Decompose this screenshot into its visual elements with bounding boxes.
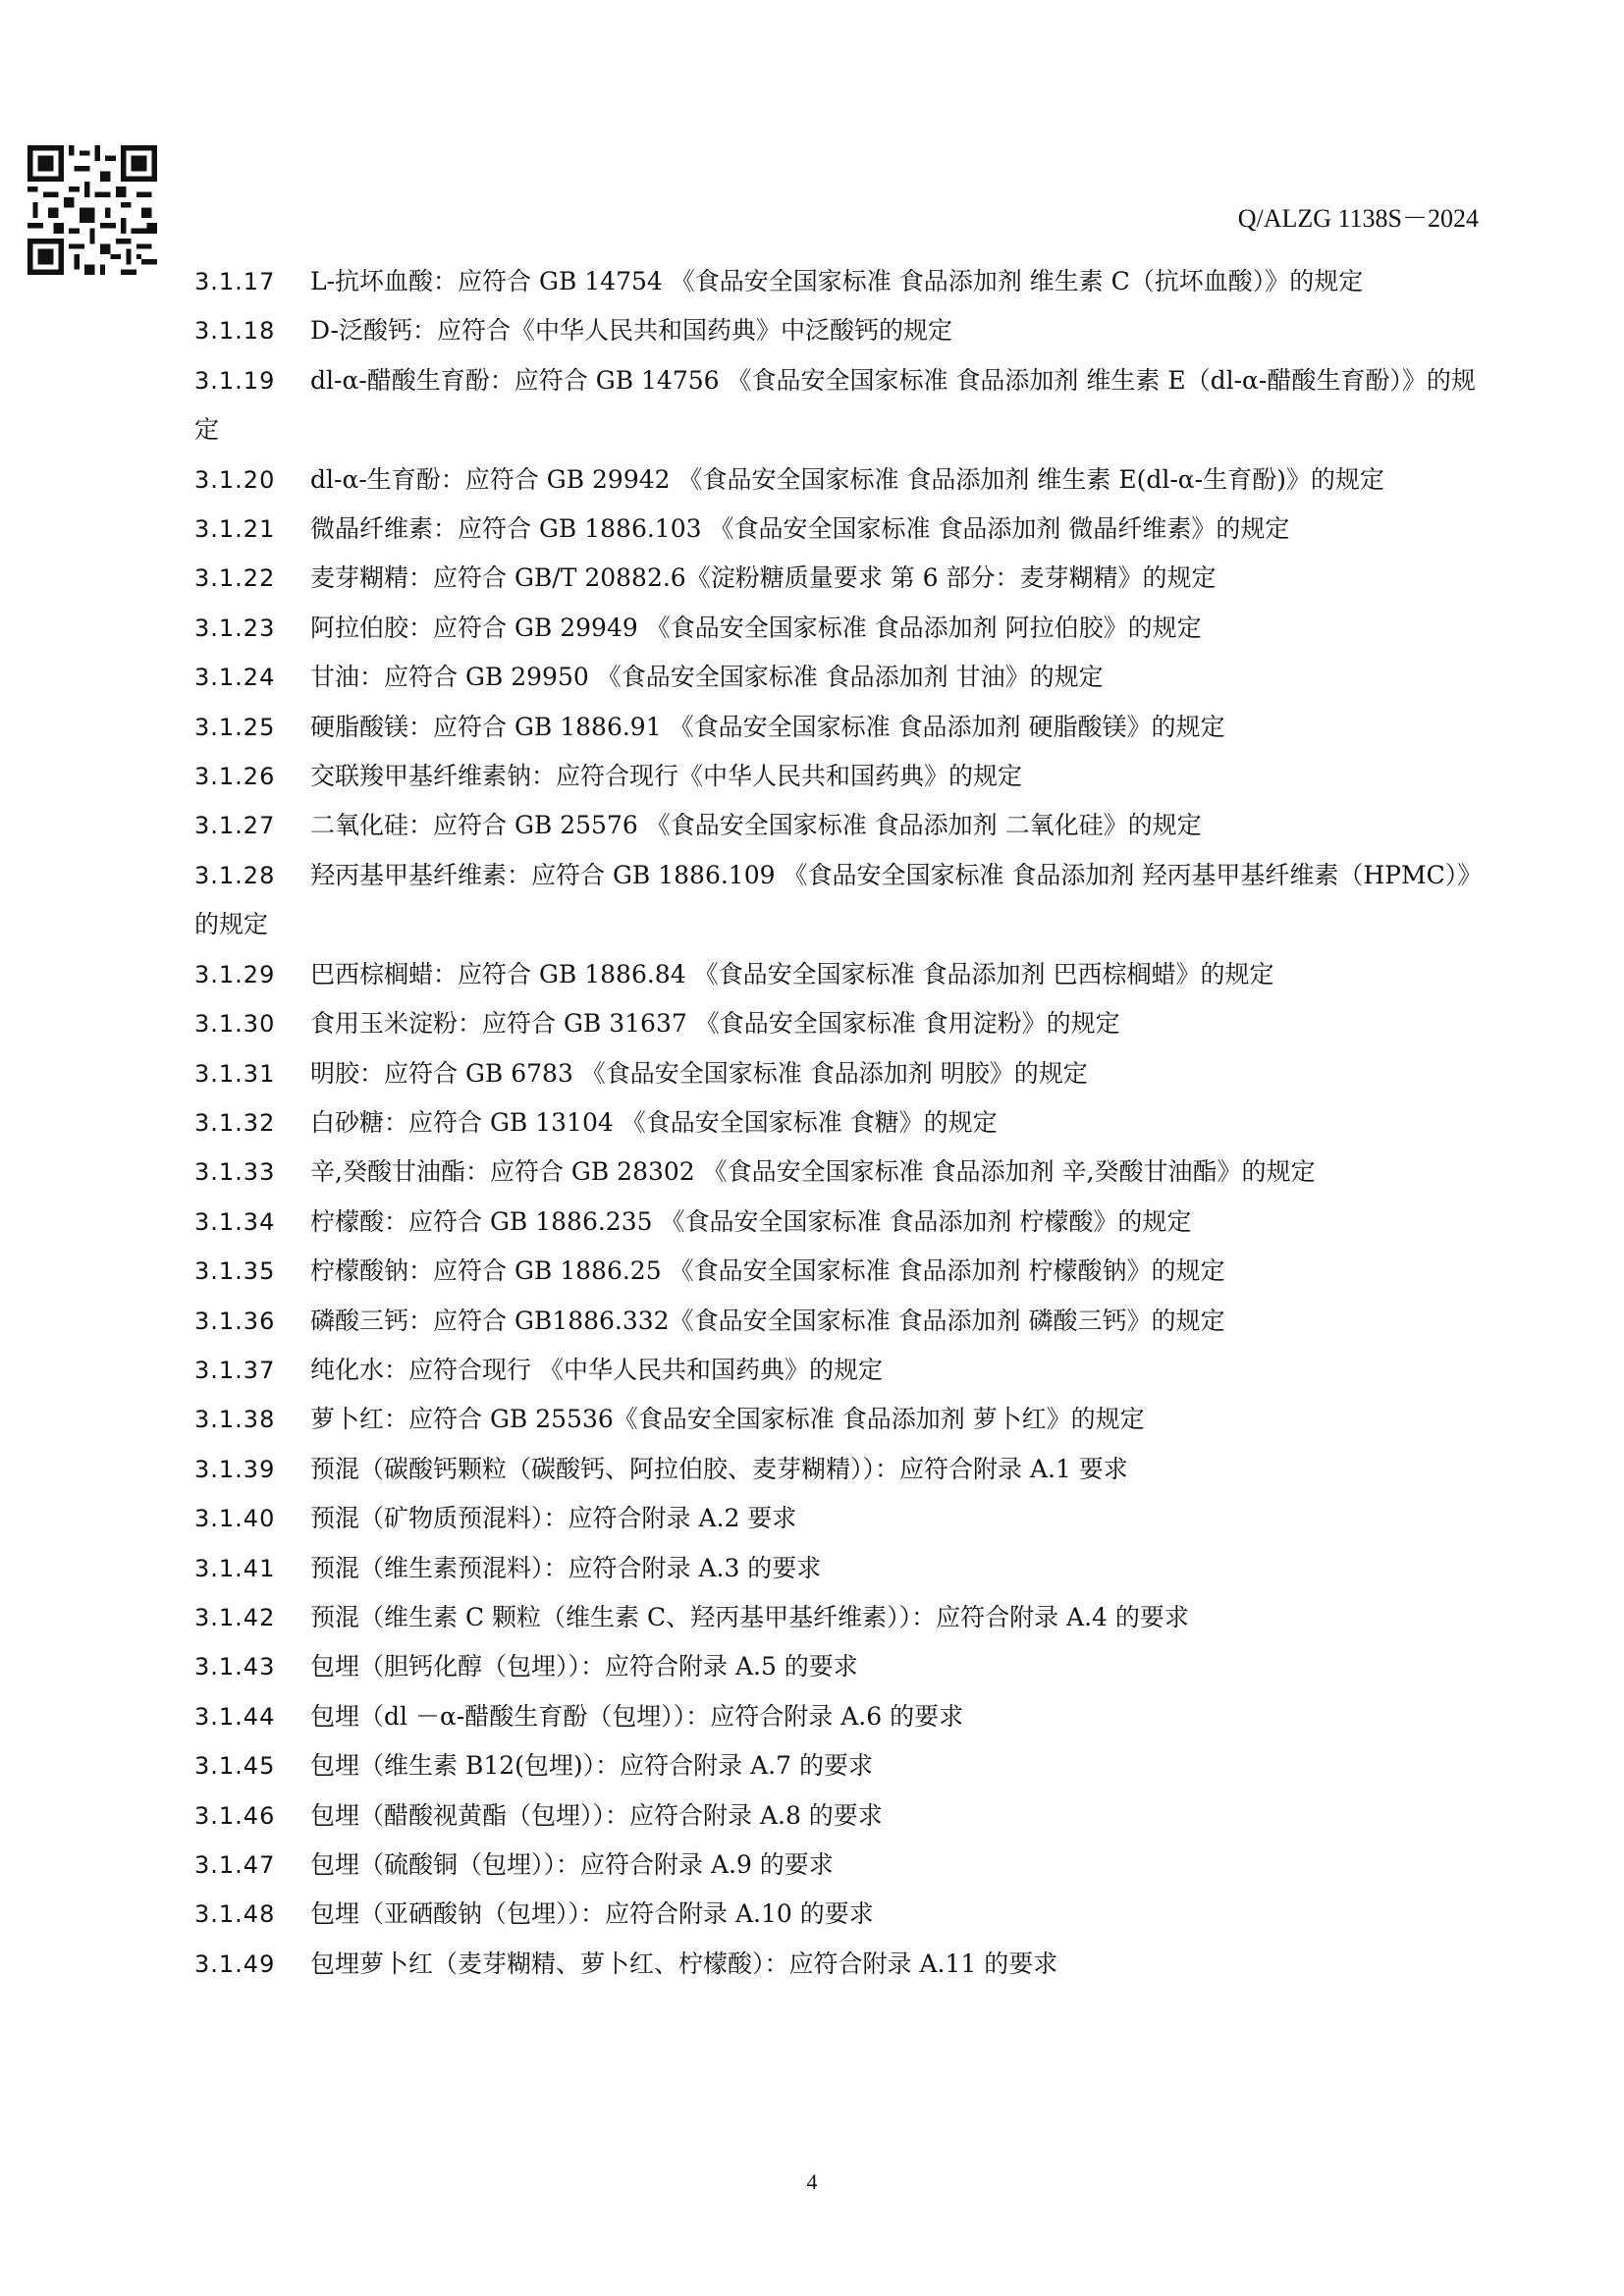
clause-text: 食用玉米淀粉：应符合 GB 31637 《食品安全国家标准 食用淀粉》的规定 bbox=[310, 1009, 1120, 1039]
list-item bbox=[194, 752, 1481, 801]
clause-number: 3.1.48 bbox=[194, 1900, 276, 1929]
clause-number: 3.1.28 bbox=[194, 861, 276, 889]
clause-number: 3.1.19 bbox=[194, 366, 276, 395]
clause-text: 阿拉伯胶：应符合 GB 29949 《食品安全国家标准 食品添加剂 阿拉伯胶》的规定 bbox=[310, 613, 1202, 642]
clause-text: 包埋萝卜红（麦芽糊精、萝卜红、柠檬酸）：应符合附录 A.11 的要求 bbox=[310, 1949, 1058, 1978]
clause-text: 交联羧甲基纤维素钠：应符合现行《中华人民共和国药典》的规定 bbox=[310, 762, 1023, 791]
clause-number: 3.1.43 bbox=[194, 1653, 276, 1682]
list-item bbox=[194, 604, 1481, 653]
list-item bbox=[194, 554, 1481, 603]
clause-number: 3.1.27 bbox=[194, 812, 276, 840]
clause-text: 萝卜红：应符合 GB 25536《食品安全国家标准 食品添加剂 萝卜红》的规定 bbox=[310, 1405, 1145, 1434]
list-item bbox=[194, 851, 1481, 950]
clause-number: 3.1.20 bbox=[194, 465, 276, 494]
clause-number: 3.1.22 bbox=[194, 564, 276, 593]
clause-text: 白砂糖：应符合 GB 13104 《食品安全国家标准 食糖》的规定 bbox=[310, 1107, 998, 1137]
clause-number: 3.1.47 bbox=[194, 1851, 276, 1879]
clause-number: 3.1.44 bbox=[194, 1702, 276, 1731]
clause-number: 3.1.46 bbox=[194, 1801, 276, 1830]
list-item bbox=[194, 1544, 1481, 1593]
clause-text: 微晶纤维素：应符合 GB 1886.103 《食品安全国家标准 食品添加剂 微晶纤维素》的规定 bbox=[310, 514, 1290, 544]
clause-text: dl-α-醋酸生育酚：应符合 GB 14756 《食品安全国家标准 食品添加剂 维生素 E（dl-α-醋酸生育酚）》的规定 bbox=[194, 365, 1476, 445]
clause-text: 二氧化硅：应符合 GB 25576 《食品安全国家标准 食品添加剂 二氧化硅》的规定 bbox=[310, 811, 1202, 840]
list-item bbox=[194, 1049, 1481, 1098]
clause-text: 麦芽糊精：应符合 GB/T 20882.6《淀粉糖质量要求 第 6 部分：麦芽糊精》的规定 bbox=[310, 563, 1217, 593]
clause-number: 3.1.26 bbox=[194, 763, 276, 791]
clause-number: 3.1.31 bbox=[194, 1059, 276, 1088]
clause-text: 甘油：应符合 GB 29950 《食品安全国家标准 食品添加剂 甘油》的规定 bbox=[310, 663, 1104, 692]
clause-text: 包埋（硫酸铜（包埋））：应符合附录 A.9 的要求 bbox=[310, 1850, 834, 1879]
clause-number: 3.1.24 bbox=[194, 664, 276, 692]
clause-text: L-抗坏血酸：应符合 GB 14754 《食品安全国家标准 食品添加剂 维生素 C（抗坏血酸）》的规定 bbox=[310, 267, 1364, 295]
list-item bbox=[194, 1148, 1481, 1197]
clause-text: 纯化水：应符合现行 《中华人民共和国药典》的规定 bbox=[310, 1355, 883, 1384]
clause-text: 硬脂酸镁：应符合 GB 1886.91 《食品安全国家标准 食品添加剂 硬脂酸镁》的规定 bbox=[310, 712, 1225, 741]
list-item bbox=[194, 1940, 1481, 1989]
clause-text: 包埋（dl －α-醋酸生育酚（包埋））：应符合附录 A.6 的要求 bbox=[310, 1701, 964, 1731]
clause-text: 预混（碳酸钙颗粒（碳酸钙、阿拉伯胶、麦芽糊精））：应符合附录 A.1 要求 bbox=[310, 1454, 1128, 1483]
list-item bbox=[194, 1841, 1481, 1890]
clause-number: 3.1.49 bbox=[194, 1949, 276, 1978]
list-item bbox=[194, 1247, 1481, 1296]
clause-number: 3.1.35 bbox=[194, 1257, 276, 1286]
clause-number: 3.1.40 bbox=[194, 1505, 276, 1533]
clause-number: 3.1.34 bbox=[194, 1207, 276, 1236]
clause-number: 3.1.32 bbox=[194, 1108, 276, 1137]
clause-number: 3.1.21 bbox=[194, 515, 276, 544]
clause-text: 包埋（醋酸视黄酯（包埋））：应符合附录 A.8 的要求 bbox=[310, 1800, 883, 1830]
clause-text: 柠檬酸钠：应符合 GB 1886.25 《食品安全国家标准 食品添加剂 柠檬酸钠》的规定 bbox=[310, 1256, 1225, 1286]
clause-number: 3.1.41 bbox=[194, 1554, 276, 1582]
clause-text: 包埋（维生素 B12(包埋)）：应符合附录 A.7 的要求 bbox=[310, 1751, 873, 1781]
clause-number: 3.1.42 bbox=[194, 1603, 276, 1631]
clause-text: 明胶：应符合 GB 6783 《食品安全国家标准 食品添加剂 明胶》的规定 bbox=[310, 1058, 1088, 1088]
list-item bbox=[194, 356, 1481, 455]
list-item bbox=[194, 703, 1481, 752]
list-item bbox=[194, 1741, 1481, 1790]
clause-number: 3.1.39 bbox=[194, 1455, 276, 1483]
list-item bbox=[194, 1890, 1481, 1939]
list-item bbox=[194, 1445, 1481, 1494]
list-item bbox=[194, 257, 1481, 306]
clause-number: 3.1.29 bbox=[194, 960, 276, 988]
clause-number: 3.1.25 bbox=[194, 713, 276, 741]
list-item bbox=[194, 1593, 1481, 1642]
clause-text: 预混（维生素预混料）：应符合附录 A.3 的要求 bbox=[310, 1553, 822, 1582]
list-item bbox=[194, 999, 1481, 1048]
clause-text: 包埋（胆钙化醇（包埋））：应符合附录 A.5 的要求 bbox=[310, 1652, 858, 1682]
clause-text: dl-α-生育酚：应符合 GB 29942 《食品安全国家标准 食品添加剂 维生素 E(dl-α-生育酚)》的规定 bbox=[310, 464, 1384, 494]
clause-text: 预混（矿物质预混料）：应符合附录 A.2 要求 bbox=[310, 1504, 797, 1533]
clause-number: 3.1.38 bbox=[194, 1406, 276, 1434]
list-item bbox=[194, 653, 1481, 702]
clause-number: 3.1.33 bbox=[194, 1158, 276, 1187]
clause-text: 羟丙基甲基纤维素：应符合 GB 1886.109 《食品安全国家标准 食品添加剂 羟丙基甲基纤维素（HPMC）》的规定 bbox=[194, 860, 1470, 939]
clause-text: 预混（维生素 C 颗粒（维生素 C、羟丙基甲基纤维素））：应符合附录 A.4 的要求 bbox=[310, 1602, 1189, 1631]
clause-text: 辛,癸酸甘油酯：应符合 GB 28302 《食品安全国家标准 食品添加剂 辛,癸酸甘油酯》的规定 bbox=[310, 1157, 1316, 1187]
clause-text: 柠檬酸：应符合 GB 1886.235 《食品安全国家标准 食品添加剂 柠檬酸》的规定 bbox=[310, 1206, 1192, 1236]
list-item bbox=[194, 1395, 1481, 1444]
list-item bbox=[194, 1642, 1481, 1691]
clause-number: 3.1.17 bbox=[194, 268, 276, 295]
clause-text: 巴西棕榈蜡：应符合 GB 1886.84 《食品安全国家标准 食品添加剂 巴西棕榈蜡》的规定 bbox=[310, 959, 1274, 988]
list-item bbox=[194, 455, 1481, 505]
list-item bbox=[194, 306, 1481, 355]
clause-list bbox=[194, 257, 1481, 1989]
clause-number: 3.1.23 bbox=[194, 614, 276, 642]
page-number: 4 bbox=[806, 2169, 818, 2194]
list-item bbox=[194, 1198, 1481, 1247]
list-item bbox=[194, 801, 1481, 850]
clause-text: 磷酸三钙：应符合 GB1886.332《食品安全国家标准 食品添加剂 磷酸三钙》的规定 bbox=[310, 1306, 1225, 1335]
clause-text: D-泛酸钙：应符合《中华人民共和国药典》中泛酸钙的规定 bbox=[310, 316, 952, 346]
qr-code bbox=[27, 145, 157, 275]
list-item bbox=[194, 505, 1481, 554]
document-code: Q/ALZG 1138S－2024 bbox=[1237, 204, 1479, 233]
list-item bbox=[194, 1098, 1481, 1148]
list-item bbox=[194, 950, 1481, 999]
list-item bbox=[194, 1297, 1481, 1346]
list-item bbox=[194, 1494, 1481, 1543]
list-item bbox=[194, 1692, 1481, 1741]
clause-number: 3.1.30 bbox=[194, 1010, 276, 1039]
list-item bbox=[194, 1346, 1481, 1395]
clause-text: 包埋（亚硒酸钠（包埋））：应符合附录 A.10 的要求 bbox=[310, 1899, 874, 1929]
clause-number: 3.1.37 bbox=[194, 1356, 276, 1384]
clause-number: 3.1.18 bbox=[194, 317, 276, 346]
clause-number: 3.1.36 bbox=[194, 1307, 276, 1335]
clause-number: 3.1.45 bbox=[194, 1752, 276, 1781]
list-item bbox=[194, 1791, 1481, 1841]
